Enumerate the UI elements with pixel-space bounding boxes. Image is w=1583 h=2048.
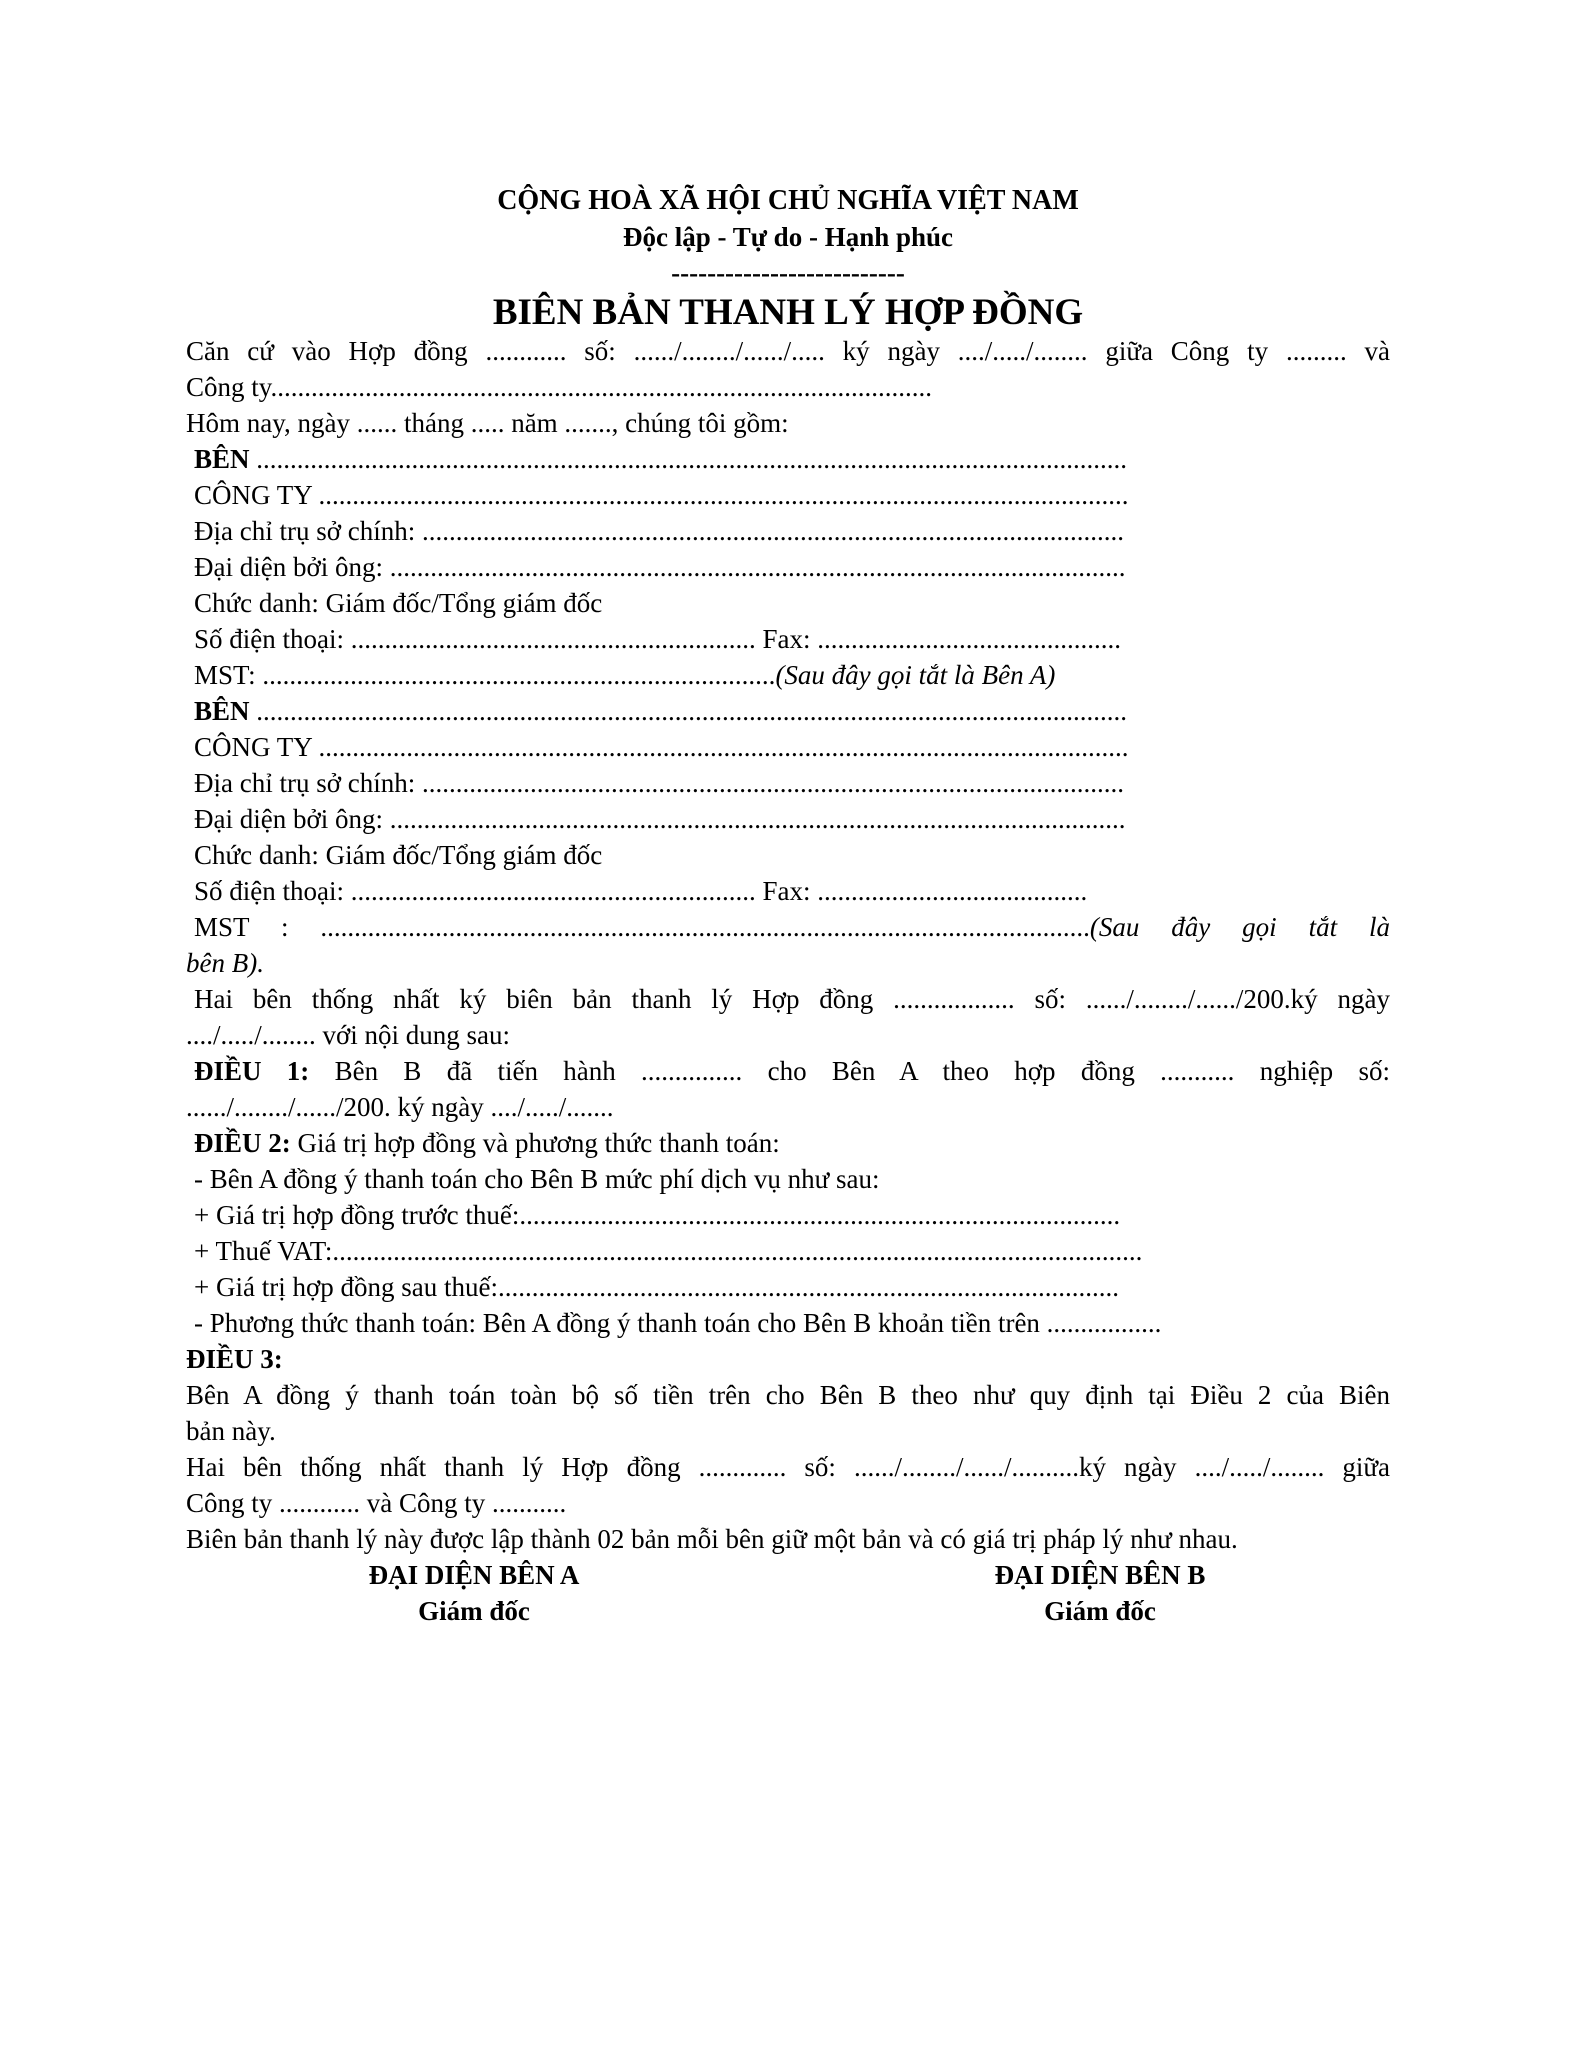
signature-b-title: ĐẠI DIỆN BÊN B: [994, 1560, 1206, 1590]
party-a-ben-label: BÊN: [194, 444, 250, 474]
article-2-item: + Thuế VAT:........................................................................................................................: [194, 1236, 1143, 1266]
article-2: [186, 1125, 1390, 1161]
agreement-line-2: ..../...../........ với nội dung sau:: [186, 1020, 511, 1050]
party-b-ben: [186, 693, 1390, 729]
article-2-item: + Giá trị hợp đồng sau thuế:............................................................................................: [194, 1272, 1119, 1302]
party-b-ben-label: BÊN: [194, 696, 250, 726]
party-b-address: Địa chỉ trụ sở chính: ........................................................................................................: [194, 768, 1124, 798]
party-b-tax-note: (Sau đây gọi tắt là: [1089, 912, 1390, 942]
document-title: BIÊN BẢN THANH LÝ HỢP ĐỒNG: [492, 292, 1084, 333]
basis-line-2: Công ty..................................................................................................: [186, 372, 933, 402]
article-2-item: - Bên A đồng ý thanh toán cho Bên B mức phí dịch vụ như sau:: [194, 1164, 880, 1194]
party-a-tax: [186, 657, 1390, 693]
agreement-line-1: Hai bên thống nhất ký biên bản thanh lý Hợp đồng .................. số: ....../......../....../200.ký ngày: [194, 984, 1390, 1014]
signature-party-b: [950, 1557, 1250, 1629]
party-b-phone: Số điện thoại: ............................................................ Fax: ........................................: [194, 876, 1088, 906]
article-2-heading: Giá trị hợp đồng và phương thức thanh toán:: [290, 1128, 780, 1158]
party-a-ben: [186, 441, 1390, 477]
article-3-text-2: bản này.: [186, 1416, 276, 1446]
party-a-phone: Số điện thoại: ............................................................ Fax: .............................................: [194, 624, 1121, 654]
national-header: [186, 183, 1390, 291]
signature-party-a: [324, 1557, 624, 1629]
party-a-position: Chức danh: Giám đốc/Tổng giám đốc: [194, 588, 603, 618]
article-3-label: ĐIỀU 3:: [186, 1344, 283, 1374]
article-1-cont: ....../......../....../200. ký ngày ..../...../.......: [186, 1092, 614, 1122]
document-page: [186, 183, 1390, 1629]
party-a-tax-prefix: MST: ............................................................................: [194, 660, 776, 690]
article-1: [186, 1053, 1390, 1089]
closing-line-3: Biên bản thanh lý này được lập thành 02 bản mỗi bên giữ một bản và có giá trị pháp lý như nhau.: [186, 1524, 1238, 1554]
article-1-label: ĐIỀU 1:: [194, 1056, 310, 1086]
header-divider: --------------------------: [671, 258, 905, 288]
party-a-company: CÔNG TY ........................................................................................................................: [194, 480, 1129, 510]
article-3-text-1: Bên A đồng ý thanh toán toàn bộ số tiền trên cho Bên B theo như quy định tại Điều 2 của Biên: [186, 1380, 1390, 1410]
party-b-tax-note-cont: bên B).: [186, 948, 264, 978]
signature-b-role: Giám đốc: [1044, 1596, 1156, 1626]
party-a-tax-note: (Sau đây gọi tắt là Bên A): [775, 660, 1056, 690]
signature-a-title: ĐẠI DIỆN BÊN A: [368, 1560, 580, 1590]
signature-a-role: Giám đốc: [418, 1596, 530, 1626]
motto: Độc lập - Tự do - Hạnh phúc: [622, 222, 954, 252]
document-body: [186, 333, 1390, 1629]
basis-line-1: Căn cứ vào Hợp đồng ............ số: ....../......../....../..... ký ngày ..../...../........ giữa Công ty ......... và: [186, 336, 1390, 366]
article-2-item: - Phương thức thanh toán: Bên A đồng ý thanh toán cho Bên B khoản tiền trên .................: [194, 1308, 1162, 1338]
party-b-tax-prefix: MST : ..................................................................................................................: [194, 912, 1090, 942]
party-a-address: Địa chỉ trụ sở chính: ........................................................................................................: [194, 516, 1124, 546]
article-2-item: + Giá trị hợp đồng trước thuế:.........................................................................................: [194, 1200, 1121, 1230]
party-b-tax: [186, 909, 1390, 945]
article-2-label: ĐIỀU 2:: [194, 1128, 291, 1158]
closing-line-2: Công ty ............ và Công ty ...........: [186, 1488, 567, 1518]
party-b-position: Chức danh: Giám đốc/Tổng giám đốc: [194, 840, 603, 870]
closing-line-1: Hai bên thống nhất thanh lý Hợp đồng ............. số: ....../......../....../..........ký ngày ..../...../........ giữa: [186, 1452, 1390, 1482]
today-line: Hôm nay, ngày ...... tháng ..... năm ......., chúng tôi gồm:: [186, 408, 789, 438]
signature-block: [186, 1557, 1390, 1629]
party-b-representative: Đại diện bởi ông: .............................................................................................................: [194, 804, 1126, 834]
party-b-ben-dots: .................................................................................................................................: [249, 696, 1128, 726]
article-1-text: Bên B đã tiến hành ............... cho Bên A theo hợp đồng ........... nghiệp số:: [309, 1056, 1390, 1086]
party-b-company: CÔNG TY ........................................................................................................................: [194, 732, 1129, 762]
party-a-ben-dots: .................................................................................................................................: [249, 444, 1128, 474]
party-a-representative: Đại diện bởi ông: .............................................................................................................: [194, 552, 1126, 582]
country-name: CỘNG HOÀ XÃ HỘI CHỦ NGHĨA VIỆT NAM: [497, 185, 1079, 216]
